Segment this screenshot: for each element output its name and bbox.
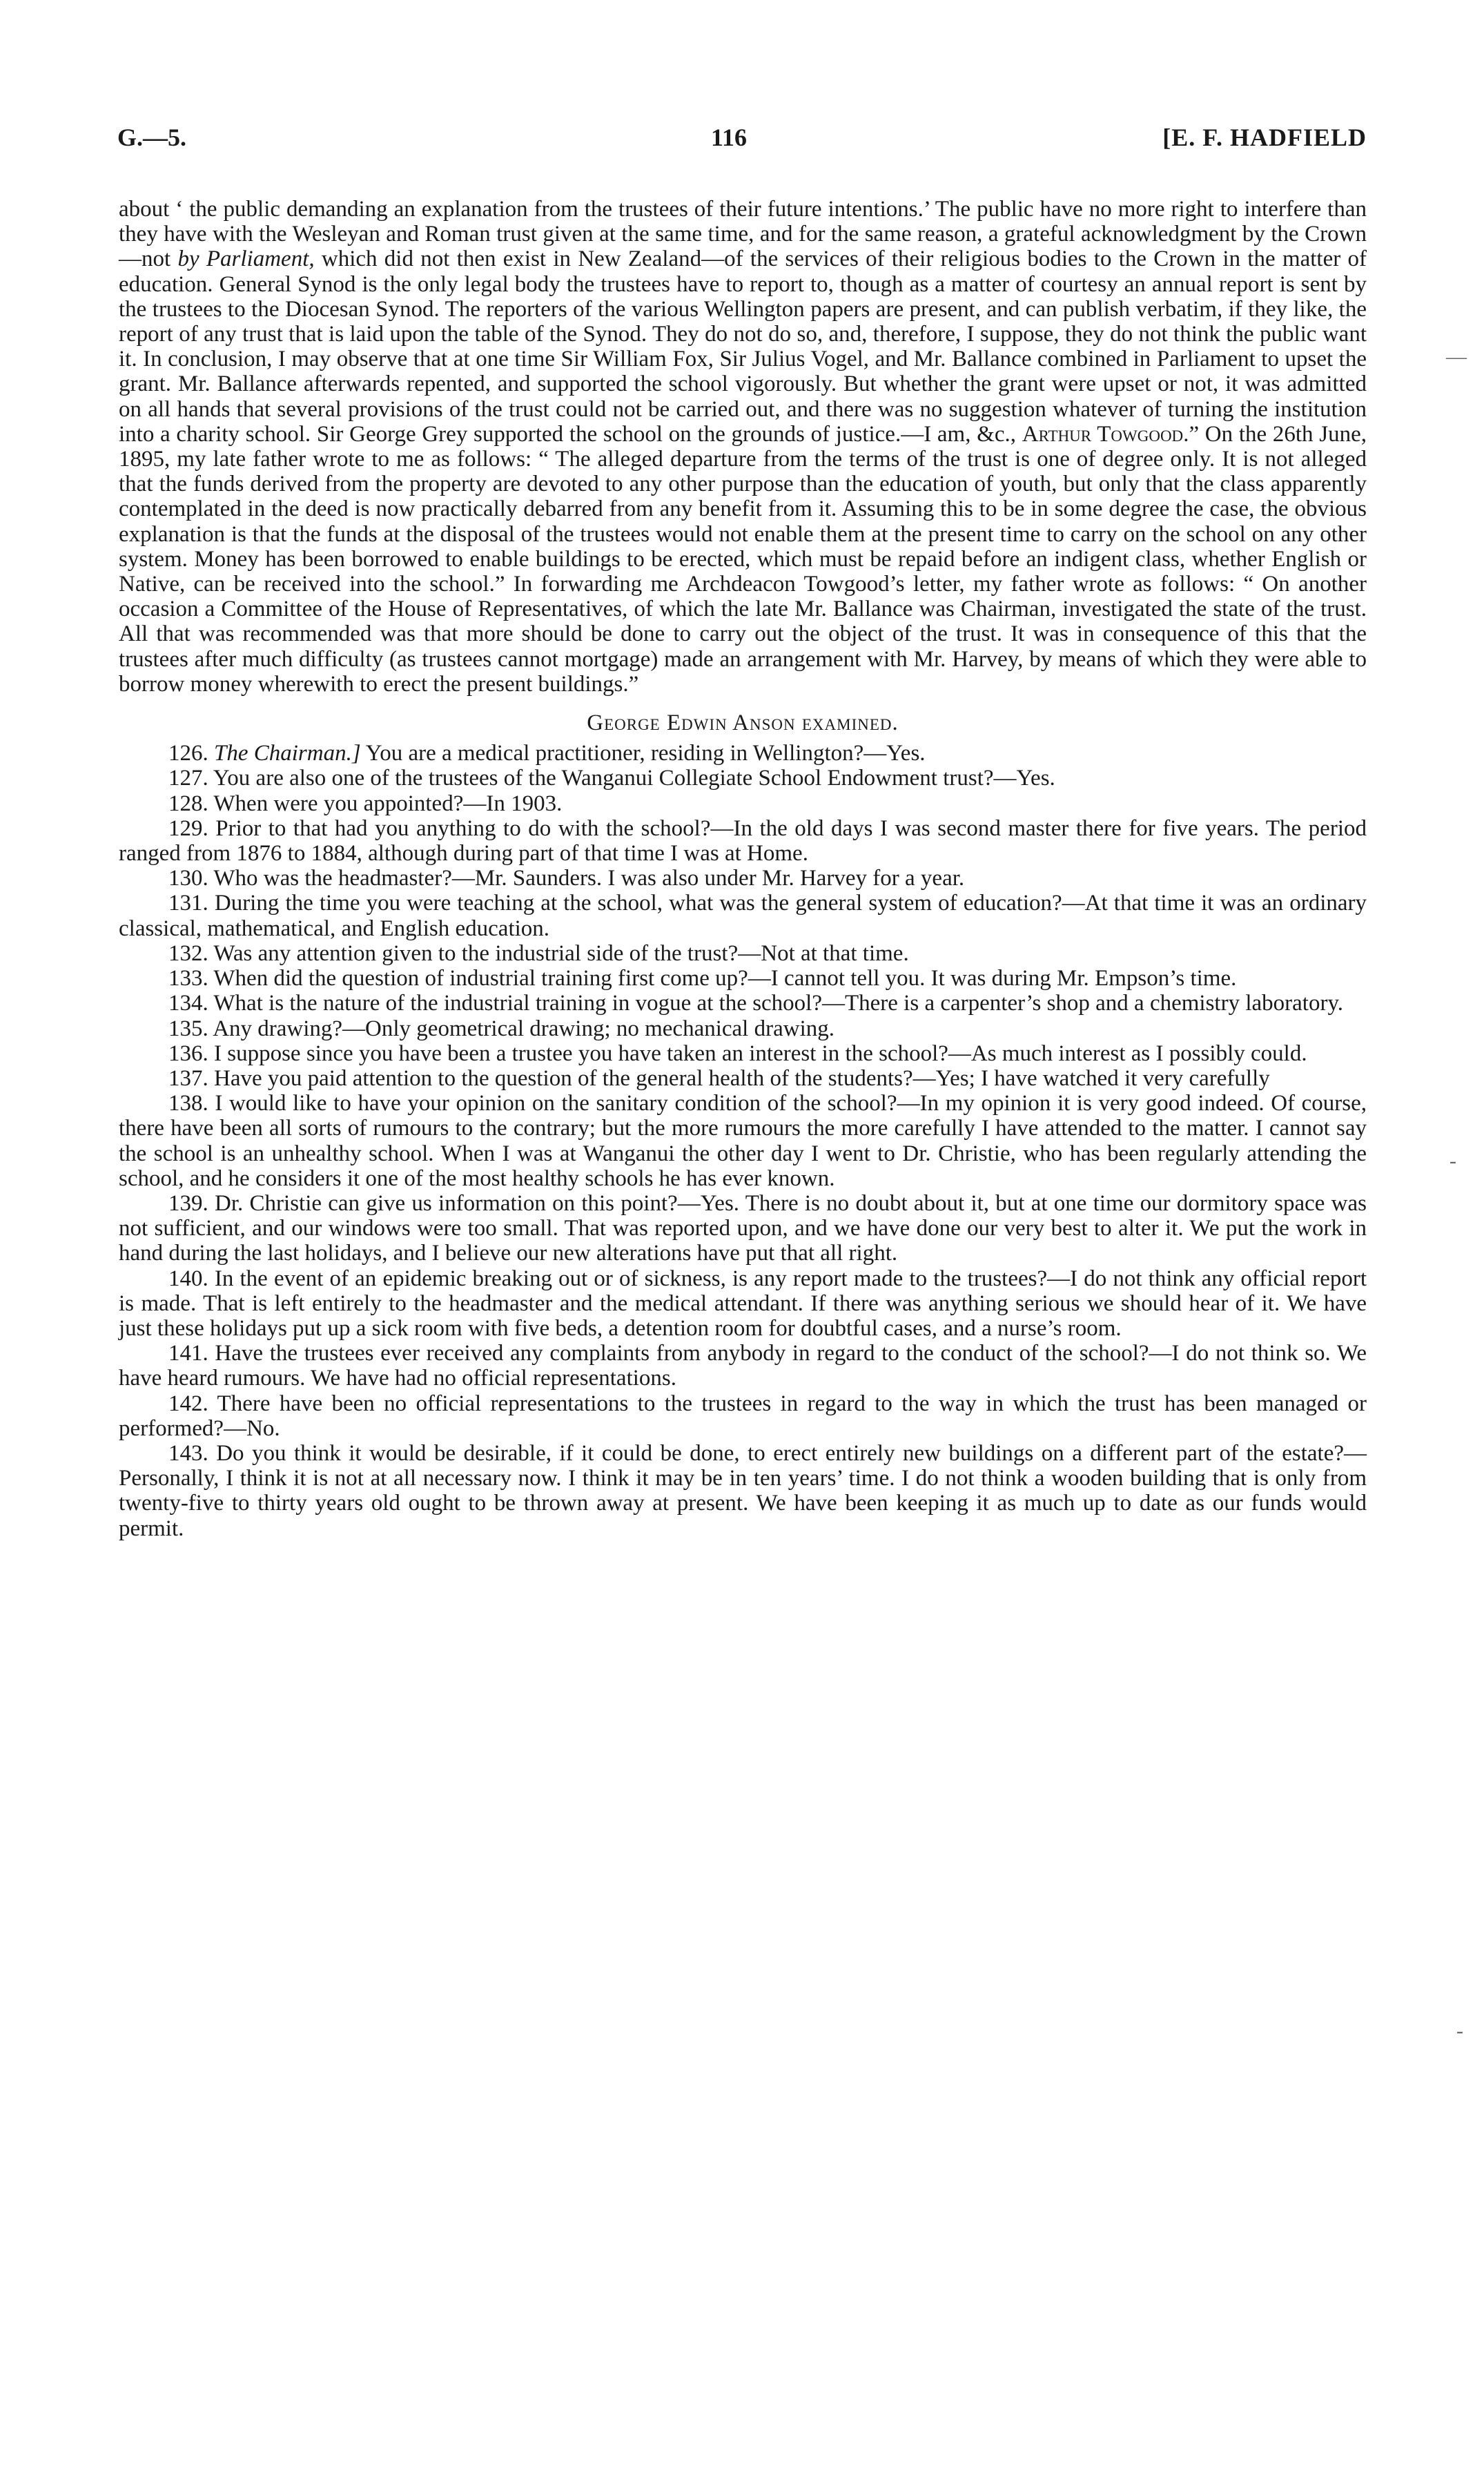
- qa-text: Prior to that had you anything to do with the school?—In the old days I was second master there for five years. The period ranged from 1876 to 1884, although during part of that time I was at Home.: [119, 815, 1367, 867]
- question-number: 131.: [168, 891, 208, 916]
- question-number: 142.: [168, 1391, 208, 1416]
- qa-text: Do you think it would be desirable, if it could be done, to erect entirely new buildings on a different part of the estate?—Personally, I think it is not at all necessary now. I think it may be in ten years’ time. I do not think a wooden building that is only from twenty-five to thirty years old ought to be thrown away at present. We have been keeping it as much up to date as our funds would permit.: [119, 1440, 1367, 1541]
- question-number: 133.: [168, 966, 208, 991]
- qa-text: Have the trustees ever received any complaints from anybody in regard to the conduct of the school?—I do not think so. We have heard rumours. We have had no official representations.: [119, 1341, 1367, 1391]
- qa-text: I suppose since you have been a trustee you have taken an interest in the school?—As much interest as I possibly could.: [214, 1041, 1307, 1066]
- qa-item: [119, 1441, 1367, 1541]
- qa-item: [119, 1041, 1367, 1066]
- qa-item: [119, 1341, 1367, 1391]
- qa-item: [119, 991, 1367, 1016]
- question-number: 135.: [168, 1016, 208, 1041]
- qa-text: Have you paid attention to the question of the general health of the students?—Yes; I have watched it very carefully: [214, 1065, 1270, 1091]
- qa-item: [119, 866, 1367, 891]
- opening-italic-phrase: by Parliament,: [177, 246, 315, 272]
- qa-text: You are also one of the trustees of the Wanganui Collegiate School Endowment trust?—Yes.: [213, 766, 1055, 791]
- qa-text: What is the nature of the industrial training in vogue at the school?—There is a carpenter’s shop and a chemistry laboratory.: [213, 991, 1344, 1016]
- question-number: 143.: [168, 1440, 208, 1466]
- question-number: 136.: [168, 1041, 208, 1066]
- question-number: 141.: [168, 1341, 208, 1366]
- section-heading: George Edwin Anson examined.: [587, 710, 899, 736]
- opening-text-start: about ‘ the public demanding an explanation from the trustees of their future intentions.’ The public have no more right to interfere than they have with the Wesleyan and Roman trust given at the same time, and for the same reason, a grateful acknowledgment by the Crown—not: [119, 197, 1367, 272]
- qa-item: [119, 1091, 1367, 1191]
- qa-item: [119, 816, 1367, 866]
- question-number: 137.: [168, 1065, 208, 1091]
- qa-list: [119, 741, 1367, 1541]
- qa-text: Who was the headmaster?—Mr. Saunders. I was also under Mr. Harvey for a year.: [213, 866, 965, 891]
- question-number: 130.: [168, 866, 208, 891]
- margin-mark: -: [1456, 2020, 1463, 2042]
- question-number: 129.: [168, 815, 208, 841]
- qa-item: [119, 1391, 1367, 1441]
- question-number: 132.: [168, 940, 208, 966]
- qa-text: There have been no official representations to the trustees in regard to the way in which the trust has been managed or performed?—No.: [119, 1391, 1367, 1441]
- question-number: 127.: [168, 766, 208, 791]
- qa-item: [119, 1066, 1367, 1091]
- qa-text: I would like to have your opinion on the sanitary condition of the school?—In my opinion it is very good indeed. Of course, there have been all sorts of rumours to the contrary; but the more rumours the more carefully I have attended to the matter. I cannot say the school is an unhealthy school. When I was at Wanganui the other day I went to Dr. Christie, who has been regularly attending the school, and he considers it one of the most healthy schools he has ever known.: [119, 1091, 1367, 1191]
- margin-mark: -: [1449, 1150, 1456, 1172]
- paper-reference: G.—5.: [117, 124, 187, 151]
- qa-item: [119, 1266, 1367, 1342]
- qa-item: [119, 941, 1367, 966]
- qa-item: [119, 766, 1367, 791]
- question-number: 140.: [168, 1266, 208, 1291]
- qa-item: [119, 1191, 1367, 1266]
- qa-text: Any drawing?—Only geometrical drawing; no mechanical drawing.: [213, 1016, 834, 1041]
- speaker-label: The Chairman.]: [214, 741, 361, 766]
- page-number: 116: [711, 124, 748, 151]
- opening-text-end: .” On the 26th June, 1895, my late father wrote to me as follows: “ The alleged departure from the terms of the trust is one of degree only. It is not alleged that the funds derived from the property are devoted to any other purpose than the education of youth, but only that the class apparently contemplated in the deed is now practically debarred from any benefit from it. Assuming this to be in some degree the case, the obvious explanation is that the funds at the disposal of the trustees would not enable them at the present time to carry on the school on any other system. Money has been borrowed to enable buildings to be erected, which must be repaid before an indigent class, whether English or Native, can be received into the school.” In forwarding me Archdeacon Towgood’s letter, my father wrote as follows: “ On another occasion a Committee of the House of Representatives, of which the late Mr. Ballance was Chairman, investigated the state of the trust. All that was recommended was that more should be done to carry out the object of the trust. It was in consequence of this that the trustees after much difficulty (as trustees cannot mortgage) made an arrangement with Mr. Harvey, by means of which they were able to borrow money wherewith to erect the present buildings.”: [119, 421, 1367, 697]
- witness-name-header: [E. F. HADFIELD: [1162, 124, 1367, 151]
- question-number: 128.: [168, 791, 208, 816]
- page-body: [119, 197, 1367, 1541]
- qa-text: When were you appointed?—In 1903.: [213, 791, 563, 816]
- margin-mark: —: [1446, 345, 1467, 368]
- qa-text: In the event of an epidemic breaking out or of sickness, is any report made to the trustees?—I do not think any official report is made. That is left entirely to the headmaster and the medical attendant. If there was anything serious we should hear of it. We have just these holidays put up a sick room with five beds, a detention room for doubtful cases, and a nurse’s room.: [119, 1266, 1367, 1341]
- opening-text-middle: which did not then exist in New Zealand—of the services of their religious bodies to the Crown in the matter of education. General Synod is the only legal body the trustees have to report to, though as a matter of courtesy an annual report is sent by the trustees to the Diocesan Synod. The reporters of the various Wellington papers are present, and can publish verbatim, if they like, the report of any trust that is laid upon the table of the Synod. They do not do so, and, therefore, I suppose, they do not think the public want it. In conclusion, I may observe that at one time Sir William Fox, Sir Julius Vogel, and Mr. Ballance combined in Parliament to upset the grant. Mr. Ballance afterwards repented, and supported the school vigorously. But whether the grant were upset or not, it was admitted on all hands that several provisions of the trust could not be carried out, and there was no suggestion whatever of turning the institution into a charity school. Sir George Grey supported the school on the grounds of justice.—I am, &c.,: [119, 246, 1367, 447]
- page-header: [117, 123, 1367, 164]
- question-number: 139.: [168, 1190, 208, 1216]
- qa-text: When did the question of industrial training first come up?—I cannot tell you. It was during Mr. Empson’s time.: [213, 966, 1237, 991]
- qa-text: Was any attention given to the industrial side of the trust?—Not at that time.: [213, 940, 909, 966]
- qa-item: [119, 1016, 1367, 1041]
- opening-paragraph: [119, 197, 1367, 697]
- qa-item: [119, 791, 1367, 816]
- qa-text: Dr. Christie can give us information on this point?—Yes. There is no doubt about it, but at one time our dormitory space was not sufficient, and our windows were too small. That was reported upon, and we have done our very best to alter it. We put the work in hand during the last holidays, and I believe our new alterations have put that all right.: [119, 1190, 1367, 1266]
- qa-item: [119, 891, 1367, 940]
- question-number: 138.: [168, 1091, 208, 1116]
- letter-signature: Arthur Towgood: [1022, 421, 1184, 447]
- qa-item: [119, 966, 1367, 991]
- qa-text: You are a medical practitioner, residing in Wellington?—Yes.: [360, 741, 926, 766]
- qa-text: During the time you were teaching at the school, what was the general system of education?—At that time it was an ordinary classical, mathematical, and English education.: [119, 891, 1367, 941]
- qa-item: [119, 741, 1367, 766]
- question-number: 134.: [168, 991, 208, 1016]
- question-number: 126.: [168, 741, 208, 766]
